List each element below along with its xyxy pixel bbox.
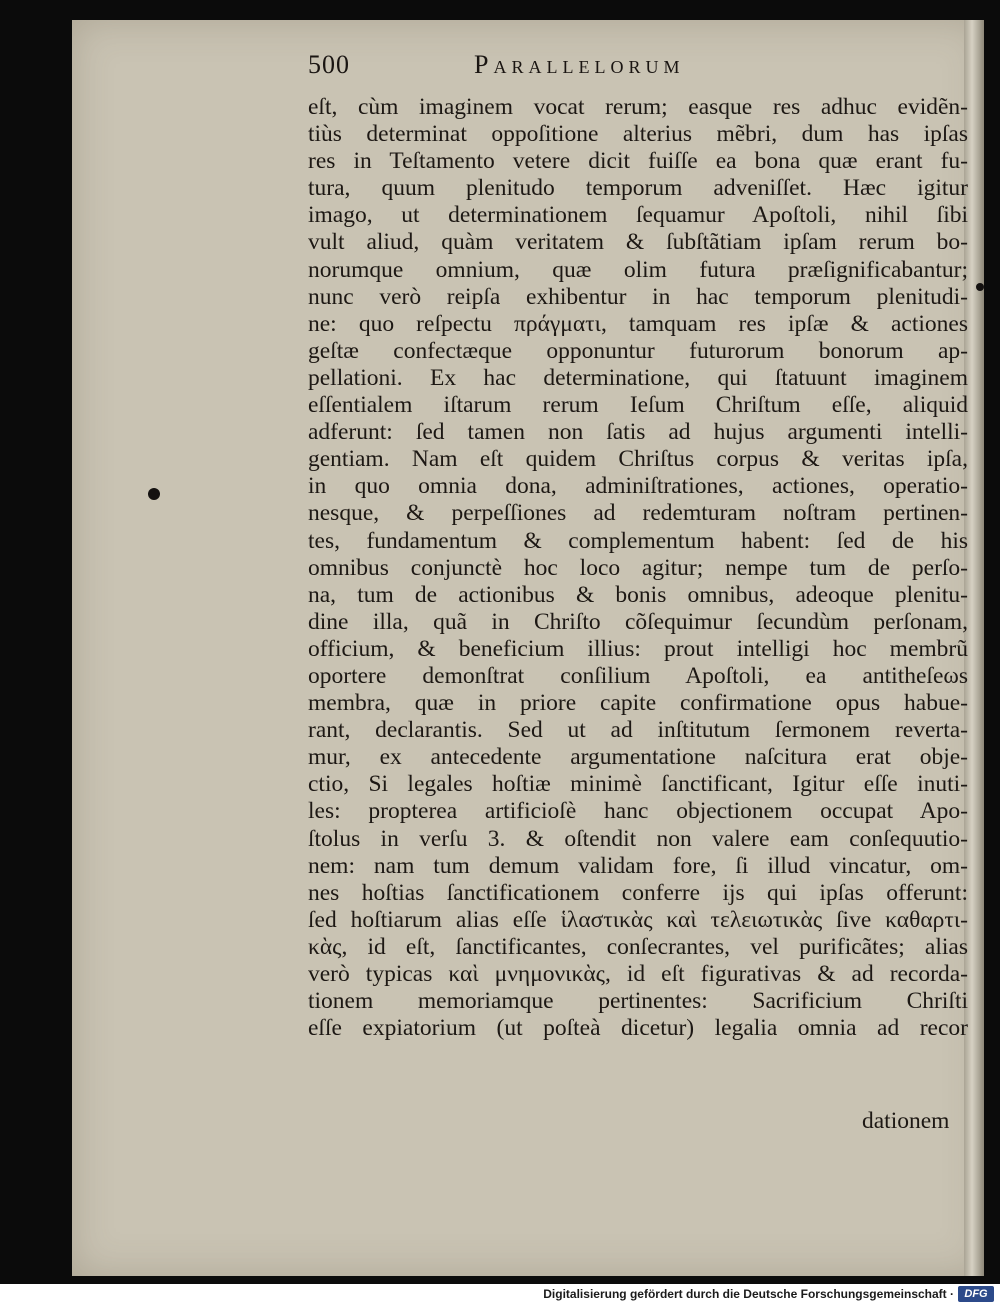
text-line: rant, declarantis. Sed ut ad inſtitutum ſermonem reverta- [308,717,968,744]
text-line: nes hoſtias ſanctificationem conferre ijs qui ipſas offerunt: [308,879,968,906]
ink-spot-left [148,488,160,500]
text-line: gentiam. Nam eſt quidem Chriſtus corpus & veritas ipſa, [308,446,968,473]
text-line: ſed hoſtiarum alias eſſe ἱλαστικὰς καὶ τελειωτικὰς ſive καθαρτι- [308,906,968,933]
running-title: Parallelorum [474,50,685,79]
text-line: membra, quæ in priore capite confirmatione opus habue- [308,690,968,717]
text-line: pellationi. Ex hac determinatione, qui ſtatuunt imaginem [308,364,968,391]
text-line: in quo omnia dona, adminiſtrationes, actiones, operatio- [308,473,968,500]
running-head [308,46,848,82]
text-line: omnibus conjunctè hoc loco agitur; nempe tum de perſo- [308,554,968,581]
text-line: tionem memoriamque pertinentes: Sacrificium Chriſti [308,988,968,1015]
text-line: tiùs determinat oppoſitione alterius mẽbri, dum has ipſas [308,121,968,148]
page-number: 500 [308,50,350,79]
text-line: ſtolus in verſu 3. & oſtendit non valere eam conſequutio- [308,825,968,852]
text-line: tes, fundamentum & complementum habent: ſed de his [308,527,968,554]
text-line: dine illa, quã in Chriſto cõſequimur ſecundùm perſonam, [308,608,968,635]
text-line: imago, ut determinationem ſequamur Apoſtoli, nihil ſibi [308,202,968,229]
text-line: κὰς, id eſt, ſanctificantes, conſecrantes, vel purificãtes; alias [308,933,968,960]
body-text [308,94,968,1042]
catchword: dationem [862,1108,950,1134]
text-line: eſt, cùm imaginem vocat rerum; easque res adhuc evidẽn- [308,94,968,120]
text-line: ctio, Si legales hoſtiæ minimè ſanctificant, Igitur eſſe inuti- [308,771,968,798]
text-line: ne: quo reſpectu πράγματι, tamquam res ipſæ & actiones [308,310,968,337]
text-line: res in Teſtamento vetere dicit fuiſſe ea bona quæ erant fu- [308,148,968,175]
text-line: verò typicas καὶ μνημονικὰς, id eſt figurativas & ad recorda- [308,961,968,987]
funding-credit: Digitalisierung gefördert durch die Deutsche Forschungsgemeinschaft · [543,1287,954,1301]
text-line: na, tum de actionibus & bonis omnibus, adeoque plenitu- [308,581,968,608]
text-line: oportere demonſtrat conſilium Apoſtoli, ea antitheſeωs [308,662,968,689]
text-line: eſſe expiatorium (ut poſteà dicetur) legalia omnia ad recor [308,1015,968,1042]
text-line: les: propterea artificioſè hanc objectionem occupat Apo- [308,798,968,825]
text-line: nunc verò reipſa exhibentur in hac temporum plenitudi- [308,283,968,310]
text-line: nesque, & perpeſſiones ad redemturam noſtram pertinen- [308,500,968,527]
text-line: vult aliud, quàm veritatem & ſubſtãtiam ipſam rerum bo- [308,229,968,256]
text-line: geſtæ confectæque opponuntur futurorum bonorum ap- [308,337,968,364]
text-line: nem: nam tum demum validam fore, ſi illud vincatur, om- [308,852,968,879]
text-line: norumque omnium, quæ olim futura præſignificabantur; [308,256,968,283]
text-line: mur, ex antecedente argumentatione naſcitura erat obje- [308,744,968,771]
text-line: officium, & beneficium illius: prout intelligi hoc membrũ [308,635,968,662]
text-line: adferunt: ſed tamen non ſatis ad hujus argumenti intelli- [308,419,968,446]
footer-bar [0,1284,1000,1305]
text-line: tura, quum plenitudo temporum adveniſſet. Hæc igitur [308,175,968,202]
dfg-logo-icon: DFG [958,1286,994,1302]
text-line: eſſentialem iſtarum rerum Ieſum Chriſtum eſſe, aliquid [308,392,968,419]
ink-spot-right [976,283,984,291]
